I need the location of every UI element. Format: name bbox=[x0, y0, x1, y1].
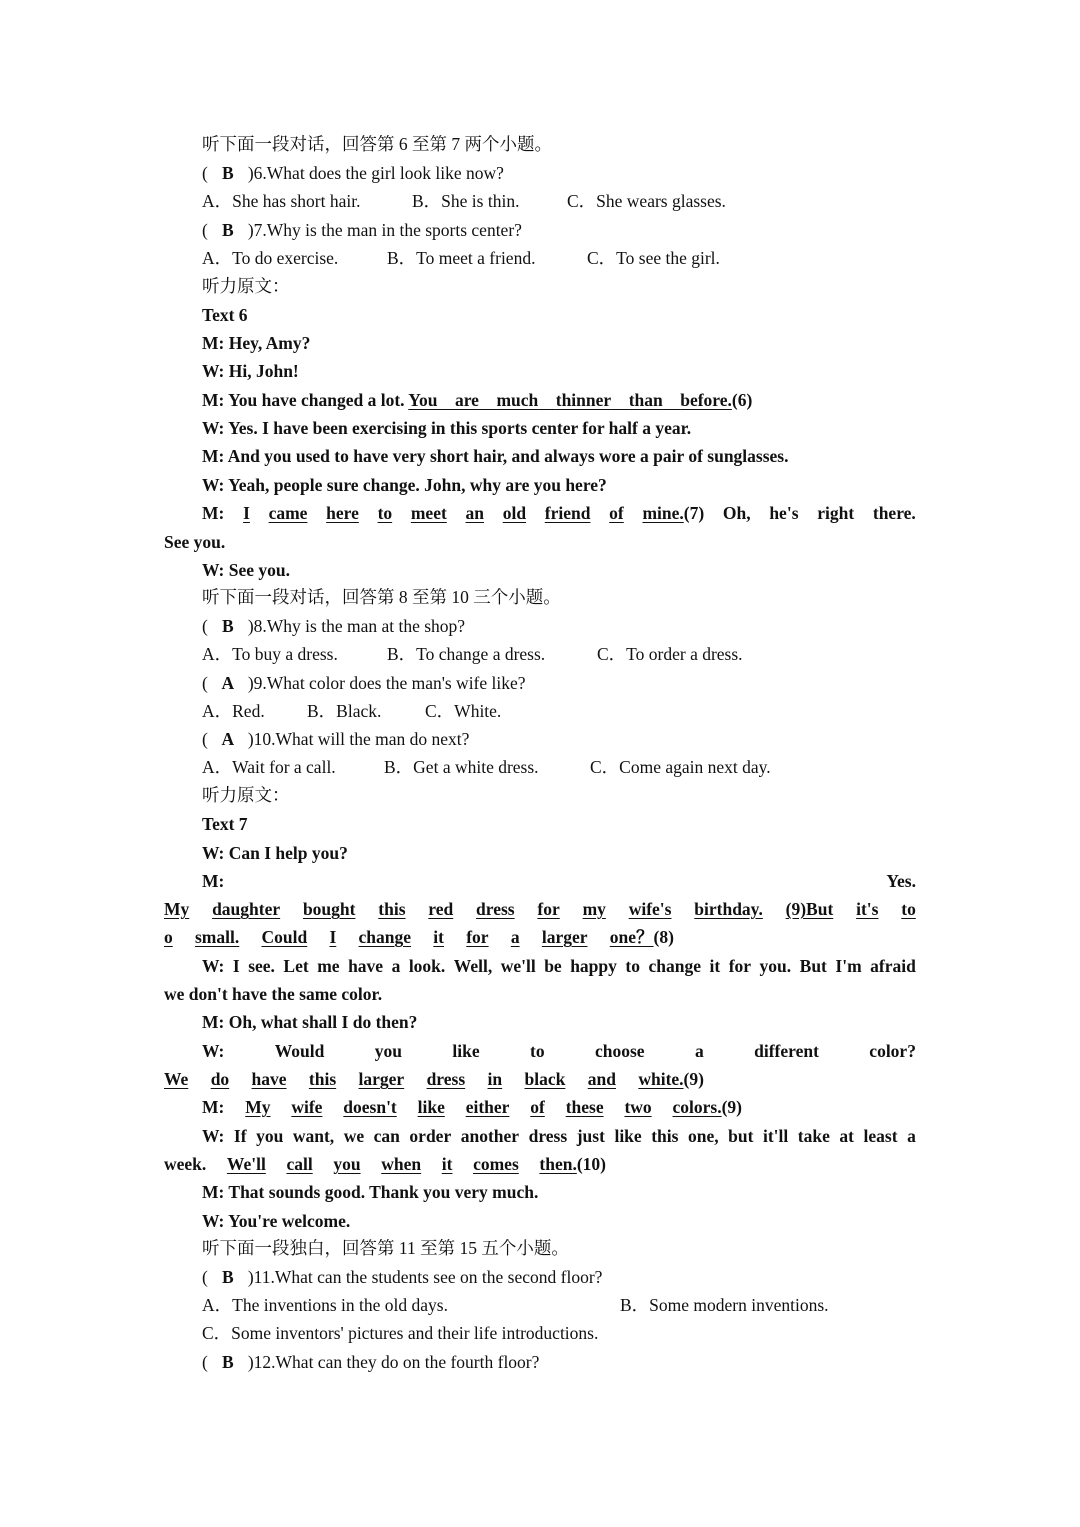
question-11-options-ab bbox=[202, 1294, 829, 1316]
speaker-label: M: bbox=[202, 1097, 225, 1117]
bracket-open: ( bbox=[202, 673, 208, 693]
word: want, bbox=[292, 1126, 335, 1146]
answer-6: B bbox=[221, 163, 234, 183]
word: of bbox=[530, 1097, 545, 1117]
word: when bbox=[381, 1154, 422, 1174]
question-11-option-c: C．Some inventors' pictures and their life introductions. bbox=[202, 1323, 599, 1343]
word: like bbox=[452, 1041, 480, 1061]
question-ref: (8) bbox=[653, 927, 674, 947]
word: you bbox=[333, 1154, 361, 1174]
word: two bbox=[624, 1097, 652, 1117]
word: old bbox=[502, 503, 527, 523]
text7-line-7 bbox=[202, 1125, 916, 1147]
question-11 bbox=[202, 1266, 602, 1288]
answer-9: A bbox=[221, 673, 235, 693]
text7-line-6-words bbox=[202, 1096, 742, 1118]
word: Yes. bbox=[886, 871, 916, 891]
question-8-options bbox=[202, 643, 743, 665]
text7-line-5 bbox=[202, 1040, 916, 1062]
text6-line-6: W: Yeah, people sure change. John, why are you here? bbox=[202, 475, 607, 495]
bracket-open: ( bbox=[202, 1352, 208, 1372]
text6-line-5: M: And you used to have very short hair, and always wore a pair of sunglasses. bbox=[202, 446, 789, 466]
bracket-open: ( bbox=[202, 1267, 208, 1287]
question-6-stem: )6.What does the girl look like now? bbox=[247, 163, 504, 183]
word: larger bbox=[358, 1069, 405, 1089]
word: wife bbox=[291, 1097, 323, 1117]
text6-line-1: M: Hey, Amy? bbox=[202, 333, 311, 353]
word: thinner bbox=[555, 390, 612, 410]
word: here bbox=[326, 503, 359, 523]
word: we'll bbox=[500, 956, 536, 976]
text7-line-2 bbox=[164, 898, 916, 920]
text7-line-4: M: Oh, what shall I do then? bbox=[202, 1012, 418, 1032]
word: dress bbox=[426, 1069, 466, 1089]
option-a: A．She has short hair. bbox=[202, 191, 361, 211]
word: afraid bbox=[870, 956, 916, 976]
word: right bbox=[817, 503, 855, 523]
question-6-options bbox=[202, 190, 726, 212]
question-11-stem: )11.What can the students see on the second floor? bbox=[247, 1267, 603, 1287]
word: it bbox=[433, 927, 444, 947]
word: be bbox=[544, 956, 562, 976]
word: dress bbox=[528, 1126, 568, 1146]
word: choose bbox=[595, 1041, 645, 1061]
word: just bbox=[576, 1126, 605, 1146]
word: Would bbox=[274, 1041, 325, 1061]
word: red bbox=[428, 899, 454, 919]
word: friend bbox=[544, 503, 591, 523]
word: it's bbox=[856, 899, 879, 919]
answer-12: B bbox=[221, 1352, 234, 1372]
word: I'm bbox=[835, 956, 862, 976]
word: an bbox=[465, 503, 484, 523]
text7-line-5-cont-words bbox=[164, 1068, 704, 1090]
word: look. bbox=[408, 956, 446, 976]
word: W: bbox=[202, 1041, 225, 1061]
word: doesn't bbox=[343, 1097, 397, 1117]
word: W: bbox=[202, 956, 225, 976]
answer-10: A bbox=[221, 729, 235, 749]
word: I bbox=[329, 927, 337, 947]
question-10-options bbox=[202, 756, 771, 778]
transcript-label: 听力原文： bbox=[202, 785, 290, 805]
text7-line-7-cont bbox=[164, 1153, 606, 1175]
section-intro-3: 听下面一段独白，回答第 11 至第 15 五个小题。 bbox=[202, 1238, 569, 1258]
word: change bbox=[648, 956, 701, 976]
word: Well, bbox=[453, 956, 493, 976]
word: then. bbox=[539, 1154, 577, 1174]
word: If bbox=[233, 1126, 247, 1146]
text6-line-7 bbox=[202, 502, 916, 524]
text7-line-6 bbox=[202, 1096, 742, 1118]
text7-line-1: W: Can I help you? bbox=[202, 843, 348, 863]
word: you. bbox=[759, 956, 792, 976]
word: My bbox=[164, 899, 190, 919]
word: different bbox=[754, 1041, 819, 1061]
bracket-open: ( bbox=[202, 616, 208, 636]
word: happy bbox=[570, 956, 617, 976]
text7-line-8: M: That sounds good. Thank you very much. bbox=[202, 1182, 539, 1202]
word: than bbox=[628, 390, 663, 410]
word: to bbox=[377, 503, 393, 523]
word: I bbox=[243, 503, 250, 523]
word: Oh, bbox=[722, 503, 751, 523]
word: I bbox=[232, 956, 240, 976]
word: we bbox=[343, 1126, 365, 1146]
word: for bbox=[728, 956, 752, 976]
question-7-options bbox=[202, 247, 720, 269]
speaker-label: M: bbox=[202, 871, 225, 891]
text6-line-4: W: Yes. I have been exercising in this sports center for half a year. bbox=[202, 418, 692, 438]
word: We bbox=[164, 1069, 189, 1089]
word: much bbox=[496, 390, 539, 410]
text7-line-2-head bbox=[202, 870, 916, 892]
word: one, bbox=[687, 1126, 719, 1146]
word: he's bbox=[769, 503, 799, 523]
question-ref: (7) bbox=[683, 503, 705, 523]
text6-title: Text 6 bbox=[202, 305, 248, 325]
word: colors. bbox=[672, 1097, 722, 1117]
question-ref: (9) bbox=[683, 1069, 704, 1089]
word: it'll bbox=[762, 1126, 789, 1146]
word: these bbox=[565, 1097, 604, 1117]
option-b: B．Black. bbox=[307, 701, 382, 721]
question-9-stem: )9.What color does the man's wife like? bbox=[247, 673, 526, 693]
word: to bbox=[625, 956, 640, 976]
word: bought bbox=[302, 899, 356, 919]
word: change bbox=[358, 927, 412, 947]
option-b: B．To change a dress. bbox=[387, 644, 546, 664]
word: wife's bbox=[628, 899, 672, 919]
word: color? bbox=[869, 1041, 916, 1061]
question-8-stem: )8.Why is the man at the shop? bbox=[247, 616, 466, 636]
word: do bbox=[210, 1069, 230, 1089]
word: of bbox=[609, 503, 624, 523]
word: my bbox=[582, 899, 606, 919]
answer-7: B bbox=[221, 220, 234, 240]
word: My bbox=[245, 1097, 271, 1117]
answer-8: B bbox=[221, 616, 234, 636]
question-ref: (6) bbox=[731, 390, 753, 410]
word: for bbox=[466, 927, 489, 947]
bracket-open: ( bbox=[202, 729, 208, 749]
text6-line-3-underlined bbox=[408, 390, 732, 410]
option-c: C．To see the girl. bbox=[587, 248, 720, 268]
answer-11: B bbox=[221, 1267, 234, 1287]
word: one？ bbox=[609, 927, 654, 947]
section-intro-1: 听下面一段对话，回答第 6 至第 7 两个小题。 bbox=[202, 134, 552, 154]
text6-line-3-pre: M: You have changed a lot. bbox=[202, 390, 409, 410]
text7-line-3 bbox=[202, 955, 916, 977]
word: week. bbox=[164, 1154, 207, 1174]
word: in bbox=[487, 1069, 503, 1089]
option-a: A．To do exercise. bbox=[202, 248, 339, 268]
word: call bbox=[286, 1154, 313, 1174]
word: daughter bbox=[212, 899, 281, 919]
text6-line-3 bbox=[202, 389, 752, 411]
word: before. bbox=[680, 390, 732, 410]
text7-line-9: W: You're welcome. bbox=[202, 1211, 351, 1231]
option-b: B．She is thin. bbox=[412, 191, 520, 211]
word: order bbox=[409, 1126, 452, 1146]
word: black bbox=[524, 1069, 566, 1089]
text6-line-8: W: See you. bbox=[202, 560, 290, 580]
word: meet bbox=[410, 503, 447, 523]
word: least bbox=[863, 1126, 898, 1146]
bracket-open: ( bbox=[202, 163, 208, 183]
option-c: C．She wears glasses. bbox=[567, 191, 726, 211]
word: have bbox=[348, 956, 384, 976]
word: you bbox=[374, 1041, 403, 1061]
option-a: A．Wait for a call. bbox=[202, 757, 336, 777]
word: but bbox=[728, 1126, 754, 1146]
text7-line-7-cont-words bbox=[164, 1153, 606, 1175]
text7-title: Text 7 bbox=[202, 814, 248, 834]
word: this bbox=[651, 1126, 679, 1146]
text7-line-5-cont bbox=[164, 1068, 704, 1090]
word: either bbox=[465, 1097, 510, 1117]
word: to bbox=[530, 1041, 545, 1061]
word: white. bbox=[638, 1069, 684, 1089]
word: mine. bbox=[642, 503, 684, 523]
question-10 bbox=[202, 728, 469, 750]
question-9-options bbox=[202, 700, 501, 722]
word: like bbox=[417, 1097, 445, 1117]
question-9 bbox=[202, 672, 526, 694]
word: there. bbox=[872, 503, 916, 523]
question-7 bbox=[202, 219, 522, 241]
question-12 bbox=[202, 1351, 539, 1373]
word: and bbox=[587, 1069, 616, 1089]
word: o bbox=[164, 927, 173, 947]
word: at bbox=[839, 1126, 854, 1146]
text7-line-2-cont-words bbox=[164, 926, 674, 948]
question-7-stem: )7.Why is the man in the sports center? bbox=[247, 220, 522, 240]
text6-line-7-cont: See you. bbox=[164, 532, 226, 552]
word: We'll bbox=[226, 1154, 266, 1174]
word: see. bbox=[248, 956, 275, 976]
word: for bbox=[537, 899, 560, 919]
word: have bbox=[251, 1069, 287, 1089]
word: it bbox=[441, 1154, 453, 1174]
option-a: A．The inventions in the old days. bbox=[202, 1295, 448, 1315]
question-ref: (10) bbox=[576, 1154, 606, 1174]
option-c: C．White. bbox=[425, 701, 502, 721]
word: comes bbox=[473, 1154, 519, 1174]
word: you bbox=[256, 1126, 284, 1146]
question-8 bbox=[202, 615, 465, 637]
option-c: C．To order a dress. bbox=[597, 644, 743, 664]
option-c: C．Come again next day. bbox=[590, 757, 771, 777]
question-12-stem: )12.What can they do on the fourth floor? bbox=[247, 1352, 540, 1372]
word: like bbox=[614, 1126, 642, 1146]
word: dress bbox=[476, 899, 515, 919]
word: Could bbox=[261, 927, 308, 947]
question-10-stem: )10.What will the man do next? bbox=[247, 729, 470, 749]
word: me bbox=[317, 956, 340, 976]
word: birthday. bbox=[694, 899, 763, 919]
word: small. bbox=[195, 927, 240, 947]
option-b: B．To meet a friend. bbox=[387, 248, 536, 268]
text7-line-3-cont: we don't have the same color. bbox=[164, 984, 383, 1004]
transcript-label: 听力原文： bbox=[202, 276, 290, 296]
option-a: A．To buy a dress. bbox=[202, 644, 338, 664]
section-intro-2-text: 听下面一段对话，回答第 8 至第 10 三个小题。 bbox=[202, 587, 561, 607]
word: to bbox=[901, 899, 916, 919]
word: W: bbox=[202, 1126, 225, 1146]
option-b: B．Some modern inventions. bbox=[620, 1295, 829, 1315]
word: take bbox=[797, 1126, 830, 1146]
word: a bbox=[510, 927, 520, 947]
word: But bbox=[799, 956, 827, 976]
word: this bbox=[308, 1069, 337, 1089]
word: (9)But bbox=[785, 899, 834, 919]
word: it bbox=[709, 956, 721, 976]
word: Let bbox=[283, 956, 309, 976]
option-a: A．Red. bbox=[202, 701, 265, 721]
text7-line-2-cont bbox=[164, 926, 674, 948]
word: a bbox=[907, 1126, 916, 1146]
option-b: B．Get a white dress. bbox=[384, 757, 539, 777]
word: can bbox=[373, 1126, 400, 1146]
section-intro-2 bbox=[202, 586, 561, 608]
word: larger bbox=[541, 927, 588, 947]
question-ref: (9) bbox=[721, 1097, 742, 1117]
question-6 bbox=[202, 162, 504, 184]
word: are bbox=[454, 390, 479, 410]
word: this bbox=[378, 899, 406, 919]
word: a bbox=[694, 1041, 704, 1061]
text6-line-2: W: Hi, John! bbox=[202, 361, 299, 381]
word: came bbox=[268, 503, 308, 523]
speaker-label: M: bbox=[202, 503, 225, 523]
word: another bbox=[460, 1126, 520, 1146]
word: You bbox=[408, 390, 438, 410]
word: a bbox=[391, 956, 401, 976]
bracket-open: ( bbox=[202, 220, 208, 240]
